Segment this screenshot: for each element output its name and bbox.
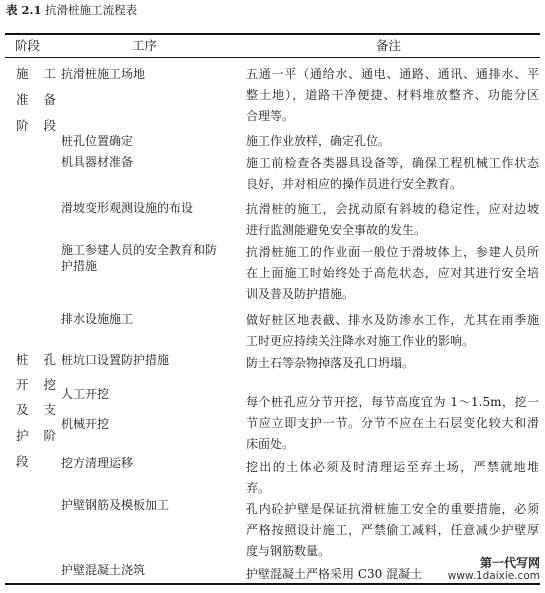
- stage-line: 施 工: [16, 66, 56, 81]
- process-cell: 护壁钢筋及模板加工: [61, 498, 170, 512]
- process-cell: 桩孔位置确定: [61, 134, 134, 148]
- note-cell: 五通一平（通给水、通电、通路、通讯、通排水、平 整土地），道路干净便捷、材料堆放整齐、功能分区 合理等。: [246, 67, 539, 123]
- note-cell: 抗滑桩施工的作业面一般位于滑坡体上，参建人员所 在上面施工时始终处于高危状态，应对其进行安全培 训及普及防护措施。: [246, 245, 539, 301]
- table-caption-label: 表 2.1: [6, 3, 42, 17]
- watermark: [440, 556, 540, 583]
- table-top-rule: [5, 33, 540, 35]
- note-cell: 孔内砼护壁是保证抗滑桩施工安全的重要措施，必须 严格按照设计施工，严禁偷工减料，任意减少护壁厚 度与钢筋数量。: [246, 502, 539, 558]
- table-caption: [6, 2, 137, 18]
- stage-line: 护 阶: [16, 428, 56, 443]
- process-cell: 人工开挖: [61, 387, 110, 401]
- header-stage: 阶段: [15, 38, 41, 53]
- process-cell: 抗滑桩施工场地: [61, 67, 146, 81]
- note-cell: 防土石等杂物掉落及孔口坍塌。: [246, 356, 415, 370]
- stage-line: 段: [16, 454, 29, 469]
- process-cell: 机械开挖: [61, 417, 110, 431]
- stage-line: 开 挖: [16, 377, 56, 392]
- note-cell: 每个桩孔应分节开挖，每节高度宜为 1～1.5m，挖一 节应立即支护一节。分节不应在土石层变化较大和滑 床面处。: [246, 395, 539, 451]
- header-note: 备注: [376, 38, 402, 53]
- note-cell: 施工作业放样，确定孔位。: [246, 134, 391, 148]
- note-cell: 做好桩区地表截、排水及防渗水工作，尤其在雨季施 工时更应持续关注降水对施工作业的影响。: [246, 313, 539, 348]
- process-cell: 施工参建人员的安全教育和防 护措施: [61, 243, 218, 273]
- watermark-name: 第一代写网: [479, 556, 540, 570]
- note-cell: 护壁混凝土严格采用 C30 混凝土: [246, 567, 423, 581]
- stage-line: 准 备: [16, 92, 56, 107]
- process-cell: 挖方清理运移: [61, 456, 134, 470]
- note-cell: 挖出的土体必须及时清理运至弃土场，严禁就地堆 弃。: [246, 460, 539, 495]
- process-cell: 滑坡变形观测设施的布设: [61, 201, 194, 215]
- note-cell: 施工前检查各类器具设备等，确保工程机械工作状态 良好，并对相应的操作员进行安全教育。: [246, 156, 539, 191]
- stage-line: 及 支: [16, 402, 56, 417]
- process-cell: 机具器材准备: [61, 155, 134, 169]
- process-cell: 护壁混凝土浇筑: [61, 563, 146, 577]
- process-cell: 桩坑口设置防护措施: [61, 353, 170, 367]
- table-caption-title: 抗滑桩施工流程表: [45, 3, 138, 17]
- watermark-url: www.1daixie.com: [447, 570, 540, 582]
- stage-line: 桩 孔: [16, 352, 56, 367]
- process-cell: 排水设施施工: [61, 312, 134, 326]
- stage-line: 阶 段: [16, 118, 56, 133]
- note-cell: 抗滑桩的施工，会扰动原有斜坡的稳定性，应对边坡 进行监测能避免安全事故的发生。: [246, 202, 539, 237]
- table-header-rule: [5, 57, 540, 58]
- header-process: 工序: [132, 38, 158, 53]
